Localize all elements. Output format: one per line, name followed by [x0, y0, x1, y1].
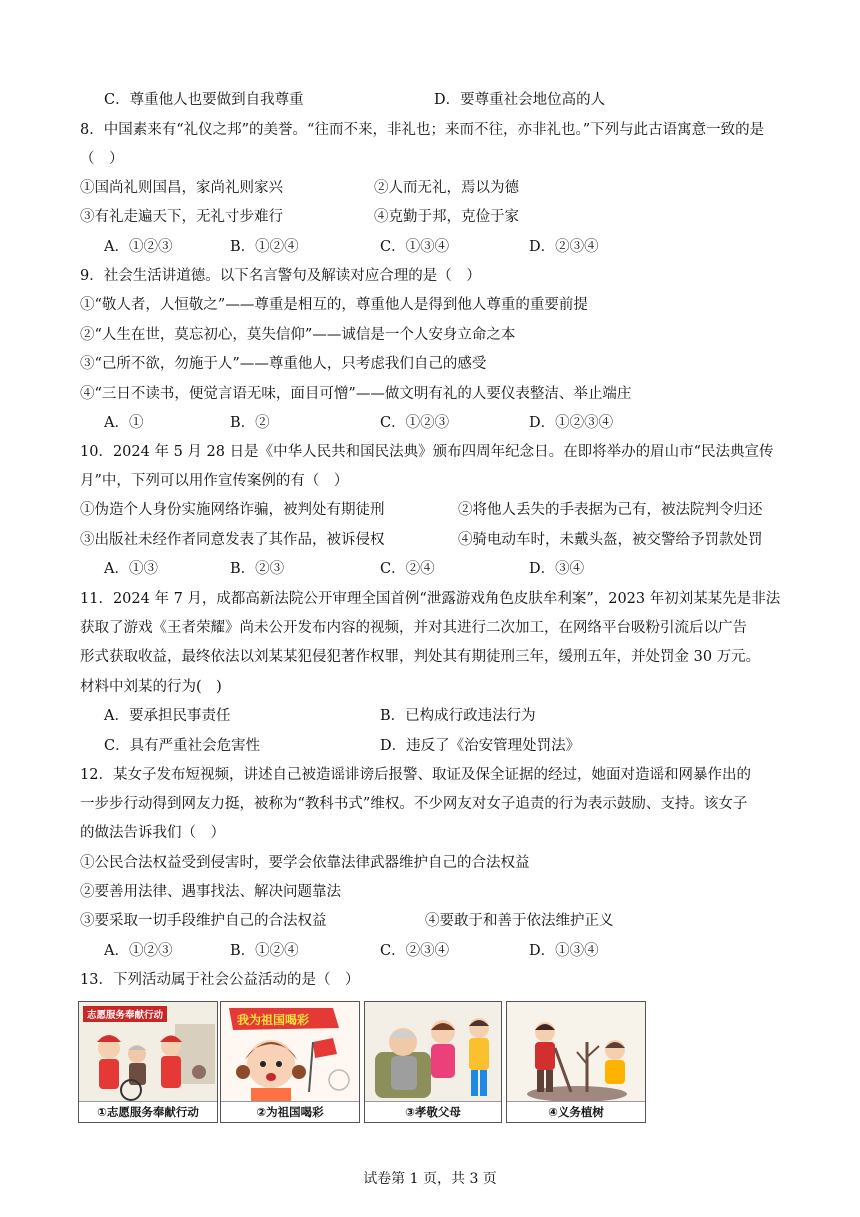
q8-statement-4: ④克勤于邦，克俭于家 — [374, 209, 519, 225]
q12-statement-1: ①公民合法权益受到侵害时，要学会依靠法律武器维护自己的合法权益 — [80, 855, 530, 871]
q8-stem-line2: （ ） — [80, 151, 124, 167]
q12-statement-4: ④要敢于和善于依法维护正义 — [425, 913, 614, 929]
q9-option-b: B．② — [230, 415, 270, 431]
q8-option-d: D．②③④ — [529, 239, 599, 255]
q10-stem-line2: 月”中，下列可以用作宣传案例的有（ ） — [80, 473, 349, 489]
q8-statement-2: ②人而无礼，焉以为德 — [374, 180, 519, 196]
q13-picture-3 — [364, 1001, 502, 1123]
q10-statement-3: ③出版社未经作者同意发表了其作品，被诉侵权 — [80, 532, 385, 548]
q9-option-d: D．①②③④ — [529, 415, 614, 431]
q11-option-d: D．违反了《治安管理处罚法》 — [380, 738, 581, 754]
q12-statement-3: ③要采取一切手段维护自己的合法权益 — [80, 913, 327, 929]
cheering-girl-illustration — [221, 1002, 360, 1104]
q12-statement-2: ②要善用法律、遇事找法、解决问题靠法 — [80, 884, 341, 900]
q8-option-c: C．①③④ — [380, 239, 450, 255]
q8-option-a: A．①②③ — [104, 239, 173, 255]
q11-option-c: C．具有严重社会危害性 — [104, 738, 261, 754]
q13-caption-2: ②为祖国喝彩 — [221, 1101, 359, 1122]
q13-caption-1: ①志愿服务奉献行动 — [79, 1101, 217, 1122]
q9-statement-2: ②“人生在世，莫忘初心，莫失信仰”——诚信是一个人安身立命之本 — [80, 327, 516, 343]
volunteer-illustration — [79, 1002, 218, 1104]
q11-text-line4: 材料中刘某的行为( ) — [80, 679, 222, 695]
q13-caption-3: ③孝敬父母 — [365, 1101, 501, 1122]
q9-option-c: C．①②③ — [380, 415, 450, 431]
q10-statement-2: ②将他人丢失的手表据为己有，被法院判令归还 — [458, 502, 763, 518]
filial-piety-illustration — [365, 1002, 502, 1104]
q12-text-line2: 一步步行动得到网友力挺，被称为“教科书式”维权。不少网友对女子追责的行为表示鼓励、支持。该女子 — [80, 796, 748, 812]
q11-text-line2: 获取了游戏《王者荣耀》尚未公开发布内容的视频，并对其进行二次加工，在网络平台吸粉引流后以广告 — [80, 620, 747, 636]
q11-text-line1: 11．2024 年 7 月，成都高新法院公开审理全国首例“泄露游戏角色皮肤牟利案”，2023 年初刘某某先是非法 — [80, 591, 781, 607]
q13-picture-2 — [220, 1001, 360, 1123]
q9-statement-1: ①“敬人者，人恒敬之”——尊重是相互的，尊重他人是得到他人尊重的重要前提 — [80, 297, 588, 313]
q10-statement-4: ④骑电动车时，未戴头盔，被交警给予罚款处罚 — [458, 532, 763, 548]
q8-option-b: B．①②④ — [230, 239, 299, 255]
q10-stem-line1: 10．2024 年 5 月 28 日是《中华人民共和国民法典》颁布四周年纪念日。在即将举办的眉山市“民法典宣传 — [80, 444, 774, 460]
q11-text-line3: 形式获取收益，最终依法以刘某某犯侵犯著作权罪，判处其有期徒刑三年，缓刑五年，并处罚金 30 万元。 — [80, 649, 761, 665]
q11-option-a: A．要承担民事责任 — [104, 708, 231, 724]
q9-option-a: A．① — [104, 415, 144, 431]
q12-text-line1: 12．某女子发布短视频，讲述自己被造谣诽谤后报警、取证及保全证据的经过，她面对造谣和网暴作出的 — [80, 767, 751, 783]
q12-option-a: A．①②③ — [104, 943, 173, 959]
q13-stem: 13．下列活动属于社会公益活动的是（ ） — [80, 972, 360, 988]
q10-statement-1: ①伪造个人身份实施网络诈骗，被判处有期徒刑 — [80, 502, 385, 518]
q9-statement-3: ③“己所不欲，勿施于人”——尊重他人，只考虑我们自己的感受 — [80, 356, 487, 372]
q12-option-b: B．①②④ — [230, 943, 299, 959]
q7-option-d: D．要尊重社会地位高的人 — [434, 92, 606, 108]
tree-planting-illustration — [507, 1002, 646, 1104]
cheer-banner-text: 我为祖国喝彩 — [237, 1013, 310, 1027]
q12-option-c: C．②③④ — [380, 943, 450, 959]
q10-option-b: B．②③ — [230, 561, 285, 577]
q8-stem-line1: 8．中国素来有“礼仪之邦”的美誉。“往而不来，非礼也；来而不往，亦非礼也。”下列与此古语寓意一致的是 — [80, 122, 765, 138]
q8-statement-3: ③有礼走遍天下，无礼寸步难行 — [80, 209, 283, 225]
q9-stem: 9．社会生活讲道德。以下名言警句及解读对应合理的是（ ） — [80, 268, 481, 284]
q10-option-a: A．①③ — [104, 561, 158, 577]
volunteer-banner-text: 志愿服务奉献行动 — [87, 1010, 164, 1021]
page-footer: 试卷第 1 页，共 3 页 — [363, 1171, 497, 1187]
q12-text-line3: 的做法告诉我们（ ） — [80, 825, 225, 841]
q10-option-c: C．②④ — [380, 561, 435, 577]
q8-statement-1: ①国尚礼则国昌，家尚礼则家兴 — [80, 180, 283, 196]
q9-statement-4: ④“三日不读书，便觉言语无味，面目可憎”——做文明有礼的人要仪表整洁、举止端庄 — [80, 386, 632, 402]
q11-option-b: B．已构成行政违法行为 — [380, 708, 536, 724]
q12-option-d: D．①③④ — [529, 943, 599, 959]
q13-picture-4 — [506, 1001, 646, 1123]
q13-caption-4: ④义务植树 — [507, 1101, 645, 1122]
q10-option-d: D．③④ — [529, 561, 585, 577]
q13-illustrations — [78, 1001, 646, 1123]
q13-picture-1 — [78, 1001, 218, 1123]
q7-option-c: C．尊重他人也要做到自我尊重 — [104, 92, 304, 108]
